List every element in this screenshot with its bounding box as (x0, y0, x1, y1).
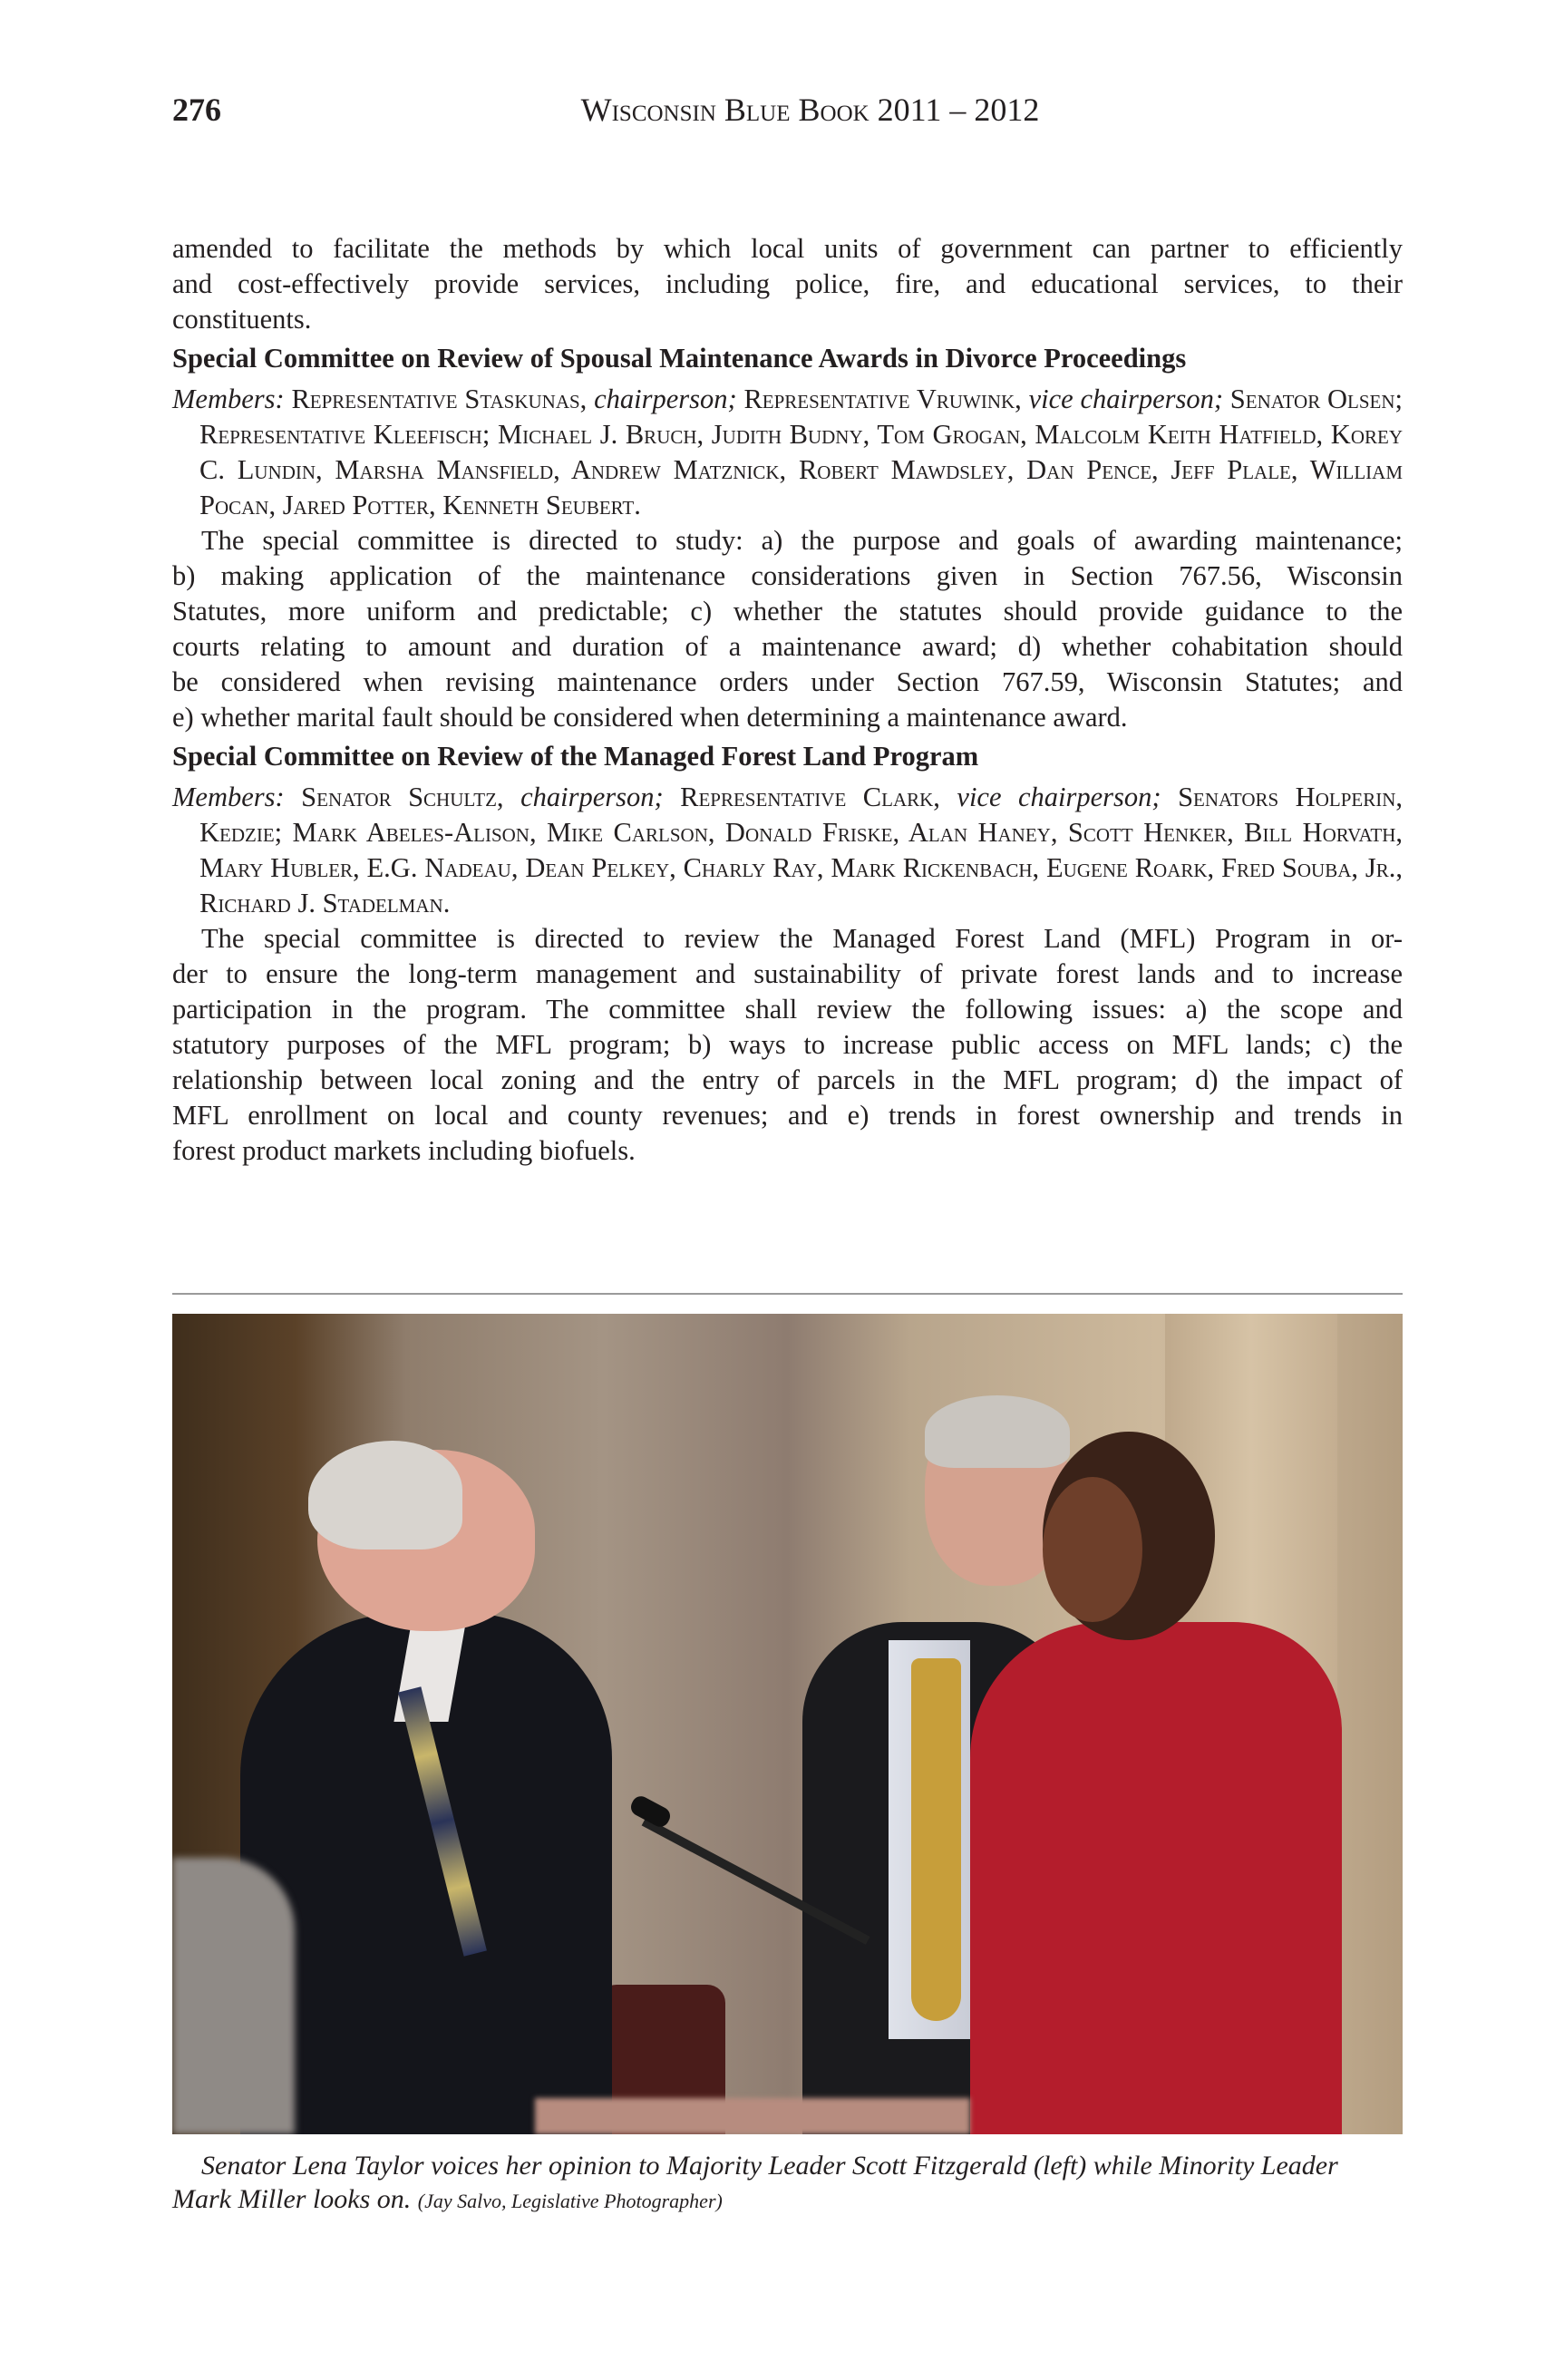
intro-paragraph (172, 231, 1403, 337)
member-names: Senator Olsen; Representative Kleefisch; Michael J. Bruch, Judith Budny, Tom Grogan, Malcolm Keith Hatfield, Korey C. Lundin, Marsha Mansfield, Andrew Matznick, Robert Mawdsley, Dan Pence, Jeff Plale, William Pocan, Jared Potter, Kenneth Seubert. (199, 384, 1403, 520)
text-line: der to ensure the long-term management and sustainability of private forest lands and to increase (172, 958, 1403, 989)
role-label: vice chairperson; (957, 782, 1179, 812)
role-label: Members: (172, 384, 292, 414)
text-line: MFL enrollment on local and county revenues; and e) trends in forest ownership and trends in (172, 1100, 1403, 1131)
members-list (172, 382, 1403, 523)
member-names: Representative Vruwink, (743, 384, 1029, 414)
text-line: The special committee is directed to review the Managed Forest Land (MFL) Program in or- (201, 923, 1403, 954)
text-line: e) whether marital fault should be considered when determining a maintenance award. (172, 702, 1128, 733)
caption-text: Senator Lena Taylor voices her opinion to Majority Leader Scott Fitzgerald (left) while Minority Leader Mark Miller looks on. (172, 2151, 1338, 2214)
role-label: chairperson; (520, 782, 681, 812)
text-line: statutory purposes of the MFL program; b) ways to increase public access on MFL lands; c) the (172, 1029, 1403, 1060)
text-line: courts relating to amount and duration of a maintenance award; d) whether cohabitation should (172, 631, 1403, 662)
members-list (172, 780, 1403, 921)
text-line: relationship between local zoning and the entry of parcels in the MFL program; d) the impact of (172, 1064, 1403, 1095)
running-title: Wisconsin Blue Book 2011 – 2012 (580, 92, 1040, 128)
text-column (172, 231, 1403, 1169)
role-label: chairperson; (594, 384, 744, 414)
text-line: participation in the program. The committee shall review the following issues: a) the scope and (172, 994, 1403, 1025)
role-label: vice chairperson; (1028, 384, 1230, 414)
text-line: amended to facilitate the methods by which local units of government can partner to efficiently (172, 233, 1403, 264)
committee-description (172, 523, 1403, 735)
text-line: The special committee is directed to study: a) the purpose and goals of awarding maintenance; (201, 525, 1403, 556)
text-line: and cost-effectively provide services, including police, fire, and educational services, to their (172, 268, 1403, 299)
member-names: Senators Holperin, Kedzie; Mark Abeles-Alison, Mike Carlson, Donald Friske, Alan Haney, Scott Henker, Bill Horvath, Mary Hubler, E.G. Nadeau, Dean Pelkey, Charly Ray, Mark Rickenbach, Eugene Roark, Fred Souba, Jr., Richard J. Stadelman. (199, 782, 1403, 918)
photo-credit: (Jay Salvo, Legislative Photographer) (417, 2190, 723, 2212)
committee-heading: Special Committee on Review of the Managed Forest Land Program (172, 741, 979, 772)
member-names: Representative Clark, (680, 782, 957, 812)
page-header (172, 91, 1403, 136)
divider-rule (172, 1293, 1403, 1295)
committee-description (172, 921, 1403, 1169)
text-line: constituents. (172, 304, 312, 335)
text-line: b) making application of the maintenance considerations given in Section 767.56, Wisconsin (172, 560, 1403, 591)
committee-heading: Special Committee on Review of Spousal Maintenance Awards in Divorce Proceedings (172, 343, 1187, 374)
role-label: Members: (172, 782, 302, 812)
photo-legislators (172, 1314, 1403, 2134)
text-line: be considered when revising maintenance orders under Section 767.59, Wisconsin Statutes; and (172, 666, 1403, 697)
photo-caption (172, 2149, 1403, 2218)
text-line: Statutes, more uniform and predictable; c) whether the statutes should provide guidance to the (172, 596, 1403, 627)
text-line: forest product markets including biofuels. (172, 1135, 636, 1166)
member-names: Representative Staskunas, (291, 384, 595, 414)
member-names: Senator Schultz, (301, 782, 521, 812)
page-number: 276 (172, 92, 221, 128)
